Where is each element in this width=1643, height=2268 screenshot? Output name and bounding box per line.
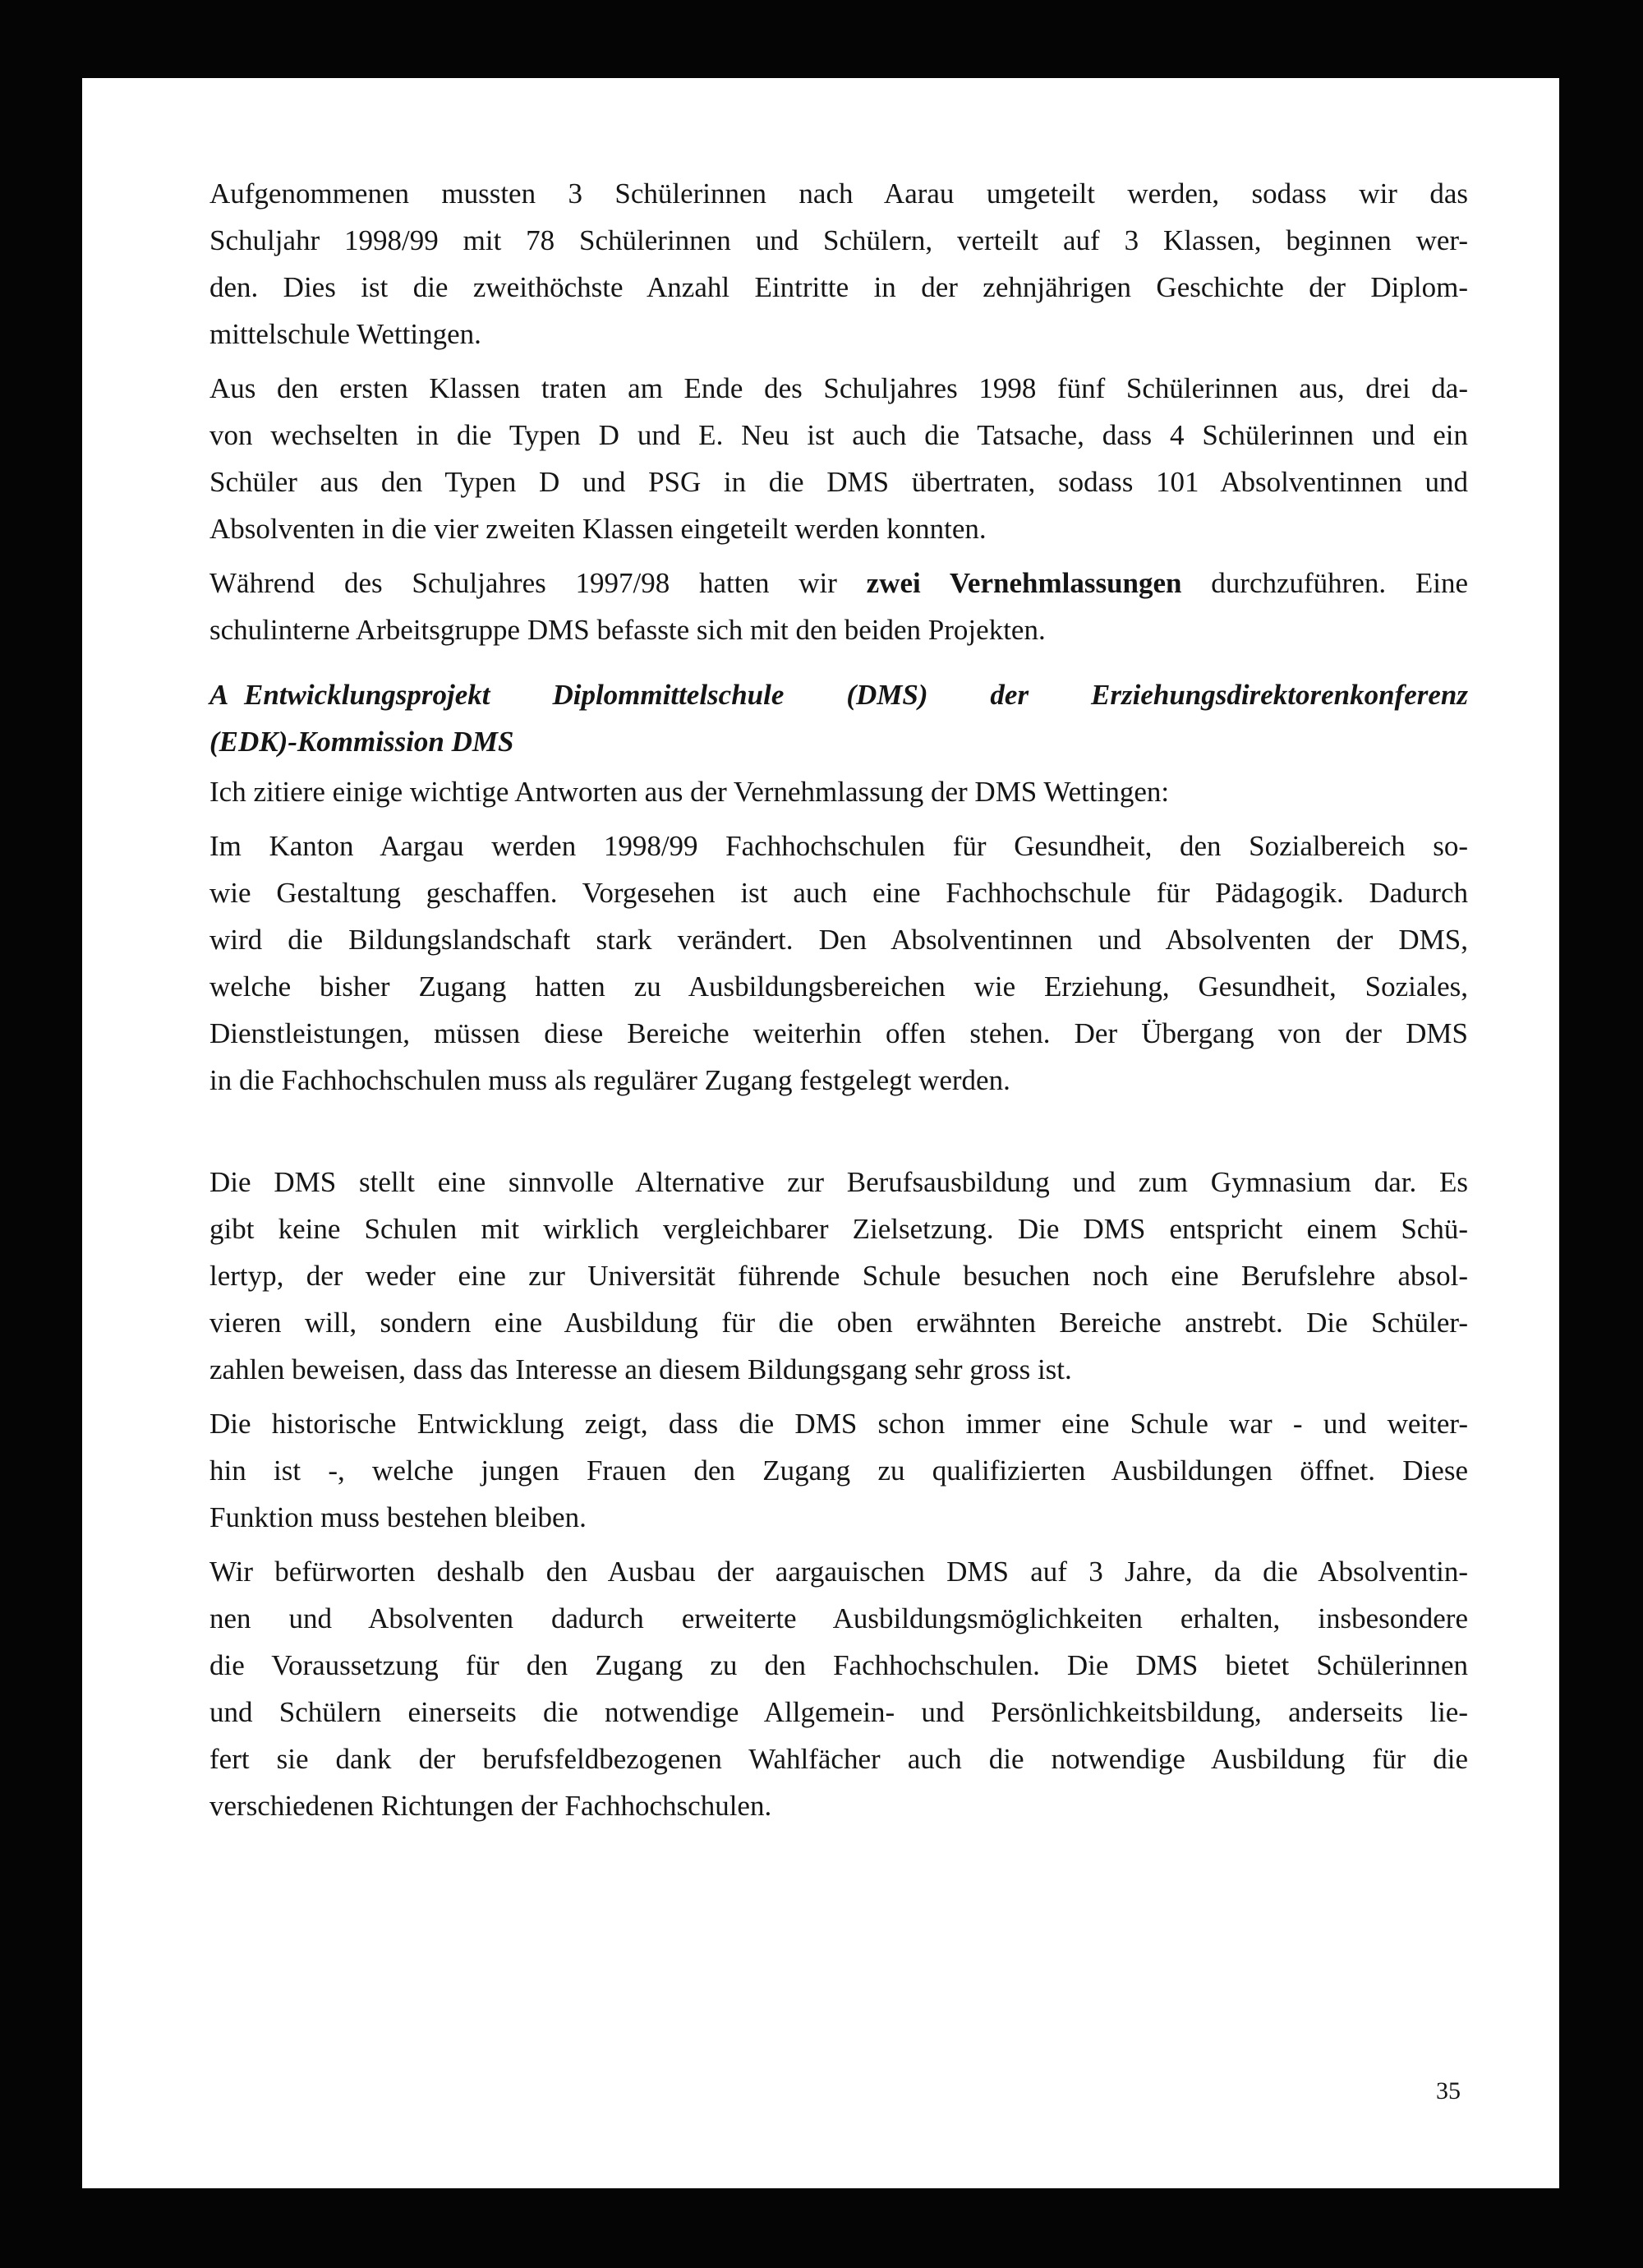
- paragraph-consultations: [209, 560, 1468, 653]
- text-line: und Schülern einerseits die notwendige Allgemein- und Persönlichkeitsbildung, anderseits lie-: [209, 1696, 1468, 1728]
- text-line: Wir befürworten deshalb den Ausbau der aargauischen DMS auf 3 Jahre, da die Absolventin-: [209, 1556, 1468, 1588]
- text-line: fert sie dank der berufsfeldbezogenen Wahlfächer auch die notwendige Ausbildung für die: [209, 1743, 1468, 1775]
- text-line: Funktion muss bestehen bleiben.: [209, 1501, 587, 1533]
- text-line: Dienstleistungen, müssen diese Bereiche weiterhin offen stehen. Der Übergang von der DMS: [209, 1017, 1468, 1049]
- quote-paragraph-history: [209, 1400, 1468, 1541]
- quote-paragraph-expansion: [209, 1548, 1468, 1829]
- text-line: wird die Bildungslandschaft stark verändert. Den Absolventinnen und Absolventen der DMS,: [209, 924, 1468, 956]
- paragraph-intro: [209, 768, 1468, 815]
- text-line: [209, 560, 1468, 606]
- section-heading: [209, 671, 1468, 765]
- text-line: Aus den ersten Klassen traten am Ende des Schuljahres 1998 fünf Schülerinnen aus, drei da-: [209, 372, 1468, 404]
- heading-line: [209, 671, 1468, 718]
- page-content: [209, 170, 1468, 1837]
- text-line: Ich zitiere einige wichtige Antworten aus der Vernehmlassung der DMS Wettingen:: [209, 776, 1170, 808]
- heading-text: Entwicklungsprojekt Diplommittelschule (DMS) der Erziehungsdirektorenkonferenz: [244, 679, 1468, 711]
- paragraph-transfers: [209, 365, 1468, 552]
- text-line: Schuljahr 1998/99 mit 78 Schülerinnen und Schülern, verteilt auf 3 Klassen, beginnen wer-: [209, 224, 1468, 256]
- text-line: von wechselten in die Typen D und E. Neu ist auch die Tatsache, dass 4 Schülerinnen und ein: [209, 419, 1468, 451]
- emphasis-vernehmlassungen: zwei Vernehmlassungen: [866, 567, 1182, 599]
- heading-line: (EDK)-Kommission DMS: [209, 726, 514, 758]
- quote-paragraph-alternative: [209, 1159, 1468, 1393]
- text-line: schulinterne Arbeitsgruppe DMS befasste sich mit den beiden Projekten.: [209, 614, 1046, 646]
- text-line: verschiedenen Richtungen der Fachhochschulen.: [209, 1790, 772, 1822]
- text-line: mittelschule Wettingen.: [209, 318, 481, 350]
- page-number: 35: [1436, 2077, 1461, 2104]
- text-line: den. Dies ist die zweithöchste Anzahl Eintritte in der zehnjährigen Geschichte der Diplom-: [209, 271, 1468, 303]
- spacer: [209, 1111, 1468, 1159]
- paragraph-enrollment: [209, 170, 1468, 357]
- text-line: Die DMS stellt eine sinnvolle Alternative zur Berufsausbildung und zum Gymnasium dar. Es: [209, 1166, 1468, 1198]
- document-page: [82, 78, 1559, 2188]
- text-line: zahlen beweisen, dass das Interesse an diesem Bildungsgang sehr gross ist.: [209, 1353, 1072, 1385]
- section-marker: A: [209, 679, 229, 711]
- text-fragment: Während des Schuljahres 1997/98 hatten wir: [209, 567, 867, 599]
- text-line: nen und Absolventen dadurch erweiterte Ausbildungsmöglichkeiten erhalten, insbesondere: [209, 1602, 1468, 1634]
- text-fragment: durchzuführen. Eine: [1181, 567, 1469, 599]
- text-line: Schüler aus den Typen D und PSG in die DMS übertraten, sodass 101 Absolventinnen und: [209, 466, 1468, 498]
- text-line: hin ist -, welche jungen Frauen den Zugang zu qualifizierten Ausbildungen öffnet. Diese: [209, 1454, 1468, 1487]
- text-line: lertyp, der weder eine zur Universität führende Schule besuchen noch eine Berufslehre absol-: [209, 1260, 1468, 1292]
- text-line: die Voraussetzung für den Zugang zu den Fachhochschulen. Die DMS bietet Schülerinnen: [209, 1649, 1468, 1681]
- text-line: Im Kanton Aargau werden 1998/99 Fachhochschulen für Gesundheit, den Sozialbereich so-: [209, 830, 1468, 862]
- text-line: Die historische Entwicklung zeigt, dass die DMS schon immer eine Schule war - und weiter-: [209, 1408, 1468, 1440]
- quote-paragraph-fachhochschulen: [209, 823, 1468, 1104]
- text-line: vieren will, sondern eine Ausbildung für die oben erwähnten Bereiche anstrebt. Die Schüler-: [209, 1307, 1468, 1339]
- text-line: in die Fachhochschulen muss als regulärer Zugang festgelegt werden.: [209, 1064, 1010, 1096]
- text-line: gibt keine Schulen mit wirklich vergleichbarer Zielsetzung. Die DMS entspricht einem Schü-: [209, 1213, 1468, 1245]
- text-line: wie Gestaltung geschaffen. Vorgesehen ist auch eine Fachhochschule für Pädagogik. Dadurch: [209, 877, 1468, 909]
- text-line: Aufgenommenen mussten 3 Schülerinnen nach Aarau umgeteilt werden, sodass wir das: [209, 177, 1468, 210]
- text-line: Absolventen in die vier zweiten Klassen eingeteilt werden konnten.: [209, 513, 987, 545]
- text-line: welche bisher Zugang hatten zu Ausbildungsbereichen wie Erziehung, Gesundheit, Soziales,: [209, 970, 1468, 1003]
